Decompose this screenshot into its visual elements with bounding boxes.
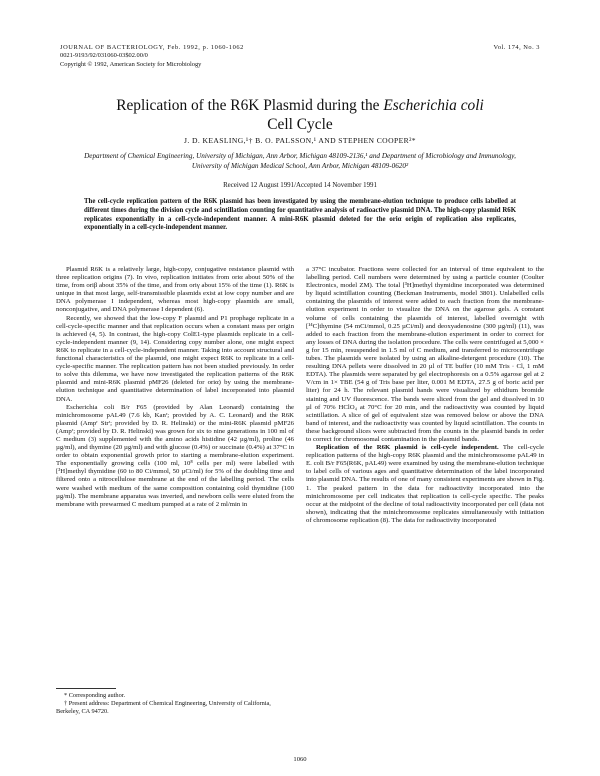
paragraph: a 37°C incubator. Fractions were collected for an interval of time equivalent to the labelling period. Cell numbers were determined by using a particle counter (Coulter Electronics, model ZM). The total [³H]methyl thymidine incorporated was determined by liquid scintillation counting (Beckman Instruments, model 3801). Unlabelled cells containing the plasmids of interest were added to each fraction from the membrane-elution experiment in order to visualize the DNA on the agarose gels. A constant volume of cells containing the plasmids of interest, labelled overnight with [¹⁴C]thymine (54 mCi/mmol, 0.25 µCi/ml) and deoxyadenosine (300 µg/ml) (11), was added to each fraction from the membrane-elution experiment in order to correct for any losses of DNA during the isolation procedure. The cells were centrifuged at 5,000 × g for 15 min, resuspended in 1.5 ml of C medium, and transferred to microcentrifuge tubes. The plasmids were isolated by using an alkaline-detergent procedure (10). The resulting DNA pellets were dissolved in 20 µl of TE buffer (10 mM Tris · Cl, 1 mM EDTA). The plasmids were separated by gel electrophoresis on a 0.5% agarose gel at 2 V/cm in 1× TBE (54 g of Tris base per liter, 0.001 M EDTA, 27.5 g of boric acid per liter) for 24 h. The relevant plasmid bands were visualized by ethidium bromide staining and UV fluorescence. The bands were sliced from the gel and dissolved in 10 µl of 70% HClO₄ at 70°C for 20 min, and the radioactivity was counted by liquid scintillation. A slice of gel of equivalent size was removed below or above the DNA band of interest, and the radioactivity was counted by liquid scintillation. The counts in these background slices were subtracted from the counts in the plasmid bands in order to correct for chromosomal contamination in the plasmid bands. bbox=[306, 266, 544, 443]
paragraph: Escherichia coli B/r F65 (provided by Alan Leonard) containing the minichromosome pAL49 (7.6 kb, Kanʳ; provided by A. C. Leonard) and the R6K plasmid (Ampʳ Strʳ; provided by D. R. Helinski) or the mini-R6K plasmid pMF26 (Ampʳ; provided by D. R. Helinski) was grown for six to nine generations in 100 ml of C medium (3) supplemented with the amino acids histidine (42 µg/ml), proline (46 µg/ml), and thymine (20 µg/ml) and with glucose (0.4%) or succinate (0.4%) at 37°C in order to obtain exponential growth prior to starting a membrane-elution experiment. The exponentially growing cells (100 ml, 10⁸ cells per ml) were labelled with [³H]methyl thymidine (60 to 80 Ci/mmol, 50 µCi/ml) for 5% of the doubling time and filtered onto a nitrocellulose membrane at the end of the labelling period. The cells were washed with medium of the same composition containing cold thymidine (100 µg/ml). The membrane apparatus was inverted, and newborn cells were eluted from the membrane with prewarmed C medium pumped at a rate of 2 ml/min in bbox=[56, 403, 294, 508]
journal-citation: JOURNAL OF BACTERIOLOGY, Feb. 1992, p. 1060-1062 bbox=[60, 44, 244, 51]
received-dates: Received 12 August 1991/Accepted 14 November 1991 bbox=[223, 182, 377, 189]
results-paragraph bbox=[306, 444, 544, 525]
title-organism: Escherichia coli bbox=[383, 97, 484, 114]
affiliations: Department of Chemical Engineering, University of Michigan, Ann Arbor, Michigan 48109-2136,¹ and Department of Microbiology and Immunology, University of Michigan Medical School, Ann Arbor, Michigan 48109-0620² bbox=[84, 152, 516, 170]
page-number: 1060 bbox=[293, 756, 307, 763]
footnote-present-address: † Present address: Department of Chemical Engineering, University of California, Berkeley, CA 94720. bbox=[56, 699, 271, 715]
body-column-right bbox=[306, 266, 544, 748]
abstract: The cell-cycle replication pattern of the R6K plasmid has been investigated by using the membrane-elution technique to produce cells labelled at different times during the division cycle and scintillation counting for quantitative analysis of radioactive plasmid DNA. The high-copy plasmid R6K replicates exponentially in a cell-cycle-independent manner. A mini-R6K plasmid deleted for the oriα origin of replication also replicates, exponentially in a cell-cycle-independent manner. bbox=[84, 198, 516, 232]
body-column-left bbox=[56, 266, 294, 680]
copyright-line: Copyright © 1992, American Society for Microbiology bbox=[60, 60, 202, 68]
title-line1: Replication of the R6K Plasmid during the bbox=[116, 97, 384, 114]
paragraph: Recently, we showed that the low-copy F plasmid and P1 prophage replicate in a cell-cycle-specific manner and that replication occurs when a constant mass per origin is achieved (4, 5). In contrast, the high-copy ColE1-type plasmids replicate in a cell-cycle-independent manner (9, 14). Considering copy number alone, one might expect R6K to replicate in a cell-cycle-independent manner. Taking into account structural and functional characteristics of the plasmid, one might expect R6K to replicate in a cell-cycle-specific manner. The replication pattern has not been studied previously. In order to solve this dilemma, we have now investigated the replication patterns of the R6K plasmid and mini-R6K plasmid pMF26 (deleted for oriα) by using the membrane-elution technique and quantitative determination of label incorporated into plasmid DNA. bbox=[56, 314, 294, 403]
author-list: J. D. KEASLING,¹† B. O. PALSSON,¹ AND STEPHEN COOPER²* bbox=[184, 136, 416, 145]
article-title bbox=[60, 96, 540, 134]
footnote-rule bbox=[56, 688, 116, 689]
footnote-corresponding: * Corresponding author. bbox=[64, 692, 126, 699]
paragraph: Plasmid R6K is a relatively large, high-copy, conjugative resistance plasmid with three replication origins (7). In vivo, replication initiates from oriα about 50% of the time, from oriβ about 35% of the time, and from oriγ about 15% of the time (1). R6K is unique in that most large, self-transmissible plasmids exist at low copy number and are DNA polymerase I independent, whereas most high-copy plasmids are small, nonconjugative, and DNA polymerase I dependent (6). bbox=[56, 266, 294, 314]
issn-line: 0021-9193/92/031060-03$02.00/0 bbox=[60, 52, 148, 60]
section-text: The cell-cycle replication patterns of the high-copy R6K plasmid and the minichromosome pAL49 in E. coli B/r F65(R6K, pAL49) were examined by using the membrane-elution technique to label cells of various ages and quantitative determination of the label incorporated into plasmid DNA. The results of one of many consistent experiments are shown in Fig. 1. The peaked pattern in the data for radioactivity incorporated into the minichromosome per cell indicates that replication is cell-cycle specific. The peaks occur at the midpoint of the decline of total radioactivity incorporated per cell (data not shown), indicating that the minichromosome replicates simultaneously with initiation of chromosome replication (8). The data for radioactivity incorporated bbox=[306, 444, 544, 524]
journal-header bbox=[60, 44, 244, 69]
section-heading: Replication of the R6K plasmid is cell-cycle independent. bbox=[316, 444, 499, 452]
footnotes bbox=[56, 688, 294, 715]
volume-number: Vol. 174, No. 3 bbox=[493, 44, 540, 51]
title-line2: Cell Cycle bbox=[267, 116, 333, 133]
